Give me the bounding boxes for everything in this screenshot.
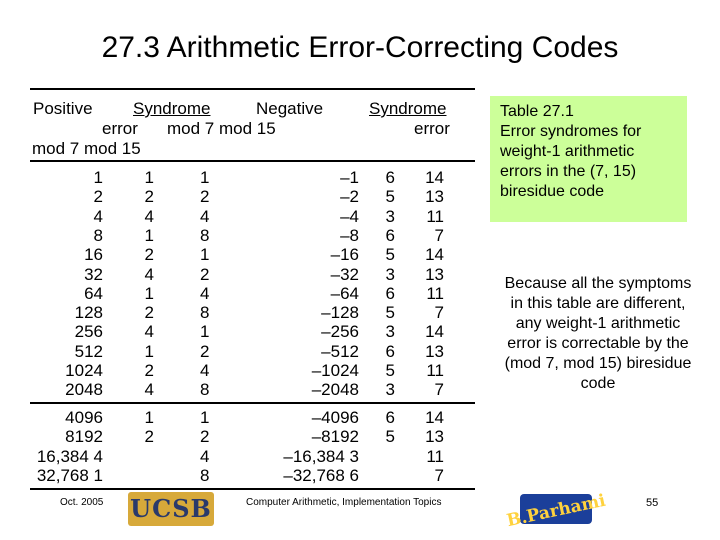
table-cell: 2048 (65, 380, 103, 400)
table-cell: 16,384 4 (36, 446, 103, 466)
table-row (30, 447, 480, 466)
table-cell: 32 (84, 264, 103, 284)
caption-title: Table 27.1 (500, 103, 574, 120)
table-row (30, 303, 480, 322)
table-cell: –2048 (311, 380, 359, 400)
table-cell: 6 (385, 225, 395, 245)
table-cell: 128 (74, 303, 103, 323)
table-caption-box (490, 96, 687, 222)
table-mid-rule (30, 402, 475, 404)
table-cell: 6 (385, 408, 395, 427)
table-cell: 1024 (65, 361, 103, 380)
table-row (30, 466, 480, 485)
table-row (30, 207, 480, 226)
table-cell: 2 (144, 187, 154, 207)
table-cell: 4 (144, 206, 154, 226)
table-cell: 6 (385, 168, 395, 187)
explanation-note: Because all the symptoms in this table are different, any weight-1 arithmetic error is correctable by the (mod 7, mod 15) biresidue code (504, 275, 692, 392)
table-cell: 3 (385, 206, 395, 226)
table-cell: 7 (434, 225, 444, 245)
table-row (30, 380, 480, 399)
table-cell: –16 (330, 245, 359, 265)
table-cell: 4 (144, 264, 154, 284)
table-cell: 2 (144, 303, 154, 323)
table-cell: 1 (200, 322, 210, 342)
table-cell: 8 (200, 465, 210, 485)
table-cell: 13 (425, 427, 444, 447)
table-cell: 64 (84, 283, 103, 303)
table-cell: 4 (93, 206, 103, 226)
table-cell: 11 (426, 361, 444, 380)
table-cell: 14 (425, 408, 444, 427)
table-cell: 5 (385, 303, 395, 323)
table-cell: –512 (321, 341, 359, 361)
svg-text:B.Parhami: B.Parhami (505, 490, 608, 532)
table-cell: 3 (385, 322, 395, 342)
table-cell: 1 (200, 408, 210, 427)
table-row (30, 361, 480, 380)
table-cell: –16,384 3 (283, 446, 359, 466)
caption-text: Error syndromes for weight-1 arithmetic errors in the (7, 15) biresidue code (500, 123, 642, 200)
footer-course-title: Computer Arithmetic, Implementation Topics (246, 497, 442, 508)
table-row (30, 408, 480, 427)
table-row (30, 322, 480, 341)
footer-date: Oct. 2005 (60, 497, 104, 508)
table-cell: 2 (200, 341, 210, 361)
table-cell: 6 (385, 283, 395, 303)
header-negative-error-word: error (414, 119, 450, 138)
table-cell: –1 (340, 168, 359, 187)
table-cell: 1 (200, 245, 210, 265)
table-row (30, 265, 480, 284)
table-cell: 4 (144, 380, 154, 400)
table-cell: 13 (425, 341, 444, 361)
table-cell: 1 (144, 283, 154, 303)
header-negative: Negative (256, 99, 324, 118)
table-cell: 16 (84, 245, 103, 265)
table-cell: –256 (321, 322, 359, 342)
table-cell: 1 (144, 225, 154, 245)
table-cell: 2 (200, 187, 210, 207)
header-pos-mod-line: mod 7 mod 15 (167, 119, 276, 138)
table-cell: 1 (144, 341, 154, 361)
table-cell: 8192 (65, 427, 103, 447)
table-cell: 4 (200, 446, 210, 466)
table-row (30, 245, 480, 264)
table-cell: 1 (144, 168, 154, 187)
table-cell: –64 (330, 283, 359, 303)
table-cell: 4 (200, 206, 210, 226)
table-cell: 2 (144, 361, 154, 380)
header-neg-mod-line: mod 7 mod 15 (32, 139, 141, 158)
table-cell: 32,768 1 (36, 465, 103, 485)
header-positive-error-word: error (102, 119, 138, 138)
table-header-rule (30, 160, 475, 162)
table-cell: 14 (425, 322, 444, 342)
table-cell: 2 (144, 245, 154, 265)
table-cell: 5 (385, 427, 395, 447)
table-cell: 13 (425, 264, 444, 284)
table-cell: –32 (330, 264, 359, 284)
table-cell: –8 (340, 225, 359, 245)
table-cell: 8 (200, 303, 210, 323)
table-cell: 14 (425, 168, 444, 187)
table-cell: 1 (93, 168, 103, 187)
table-cell: 2 (200, 264, 210, 284)
table-cell: 256 (74, 322, 103, 342)
table-cell: 3 (385, 264, 395, 284)
table-cell: 5 (385, 187, 395, 207)
table-cell: 4 (200, 283, 210, 303)
table-row (30, 226, 480, 245)
table-cell: –8192 (311, 427, 359, 447)
table-cell: 11 (426, 283, 444, 303)
table-cell: –128 (321, 303, 359, 323)
page-number: 55 (646, 497, 659, 509)
table-cell: –1024 (311, 361, 359, 380)
table-cell: 8 (200, 225, 210, 245)
header-neg-syndrome: Syndrome (369, 99, 447, 118)
table-cell: 8 (200, 380, 210, 400)
author-logo (505, 486, 608, 532)
table-cell: 13 (425, 187, 444, 207)
table-cell: –32,768 6 (283, 465, 359, 485)
table-cell: 5 (385, 245, 395, 265)
table-row (30, 168, 480, 187)
table-row (30, 284, 480, 303)
table-cell: 4096 (65, 408, 103, 427)
table-cell: 8 (93, 225, 103, 245)
table-cell: 3 (385, 380, 395, 400)
slide-title: 27.3 Arithmetic Error-Correcting Codes (101, 31, 619, 64)
table-cell: –2 (340, 187, 359, 207)
table-cell: 11 (426, 206, 444, 226)
table-cell: 7 (434, 303, 444, 323)
table-cell: 6 (385, 341, 395, 361)
table-cell: –4 (340, 206, 359, 226)
table-cell: 4 (200, 361, 210, 380)
table-cell: 7 (434, 380, 444, 400)
table-top-rule (30, 88, 475, 90)
table-cell: 1 (200, 168, 210, 187)
table-row (30, 427, 480, 446)
table-bottom-rule (30, 488, 475, 490)
table-cell: –4096 (311, 408, 359, 427)
table-cell: 4 (144, 322, 154, 342)
table-cell: 11 (426, 446, 444, 466)
header-positive: Positive (33, 99, 93, 118)
table-cell: 7 (434, 465, 444, 485)
table-row (30, 342, 480, 361)
table-cell: 2 (200, 427, 210, 447)
table-cell: 2 (93, 187, 103, 207)
table-row (30, 187, 480, 206)
table-cell: 1 (144, 408, 154, 427)
table-cell: 512 (74, 341, 103, 361)
table-cell: 5 (385, 361, 395, 380)
header-pos-syndrome: Syndrome (133, 99, 211, 118)
ucsb-logo: UCSB (128, 492, 214, 526)
table-cell: 14 (425, 245, 444, 265)
table-cell: 2 (144, 427, 154, 447)
